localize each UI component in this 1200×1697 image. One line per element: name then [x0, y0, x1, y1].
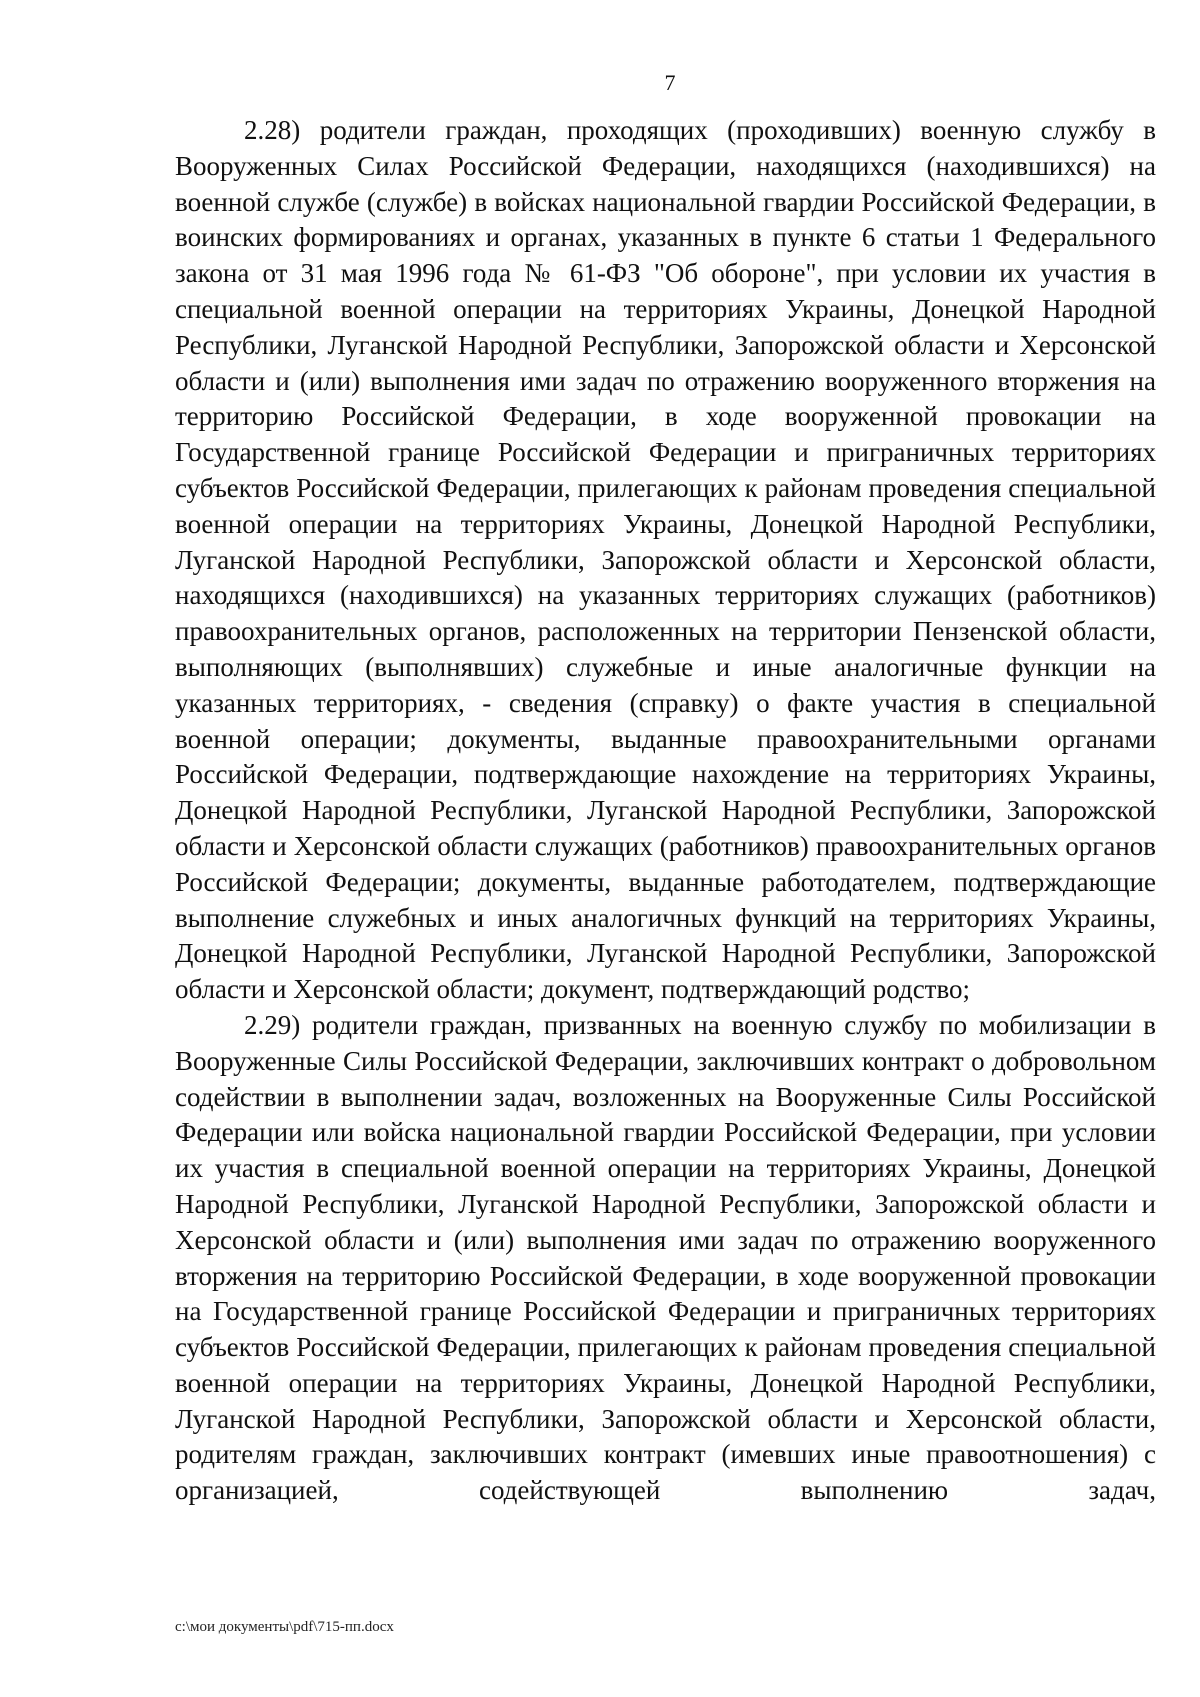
paragraph-2-29: 2.29) родители граждан, призванных на военную службу по мобилизации в Вооруженные Силы Российской Федерации, заключивших контракт о добровольном содействии в выполнении задач, возложенных на Вооруженные Силы Российской Федерации или войска национальной гвардии Российской Федерации, при условии их участия в специальной военной операции на территориях Украины, Донецкой Народной Республики, Луганской Народной Республики, Запорожской области и Херсонской области и (или) выполнения ими задач по отражению вооруженного вторжения на территорию Российской Федерации, в ходе вооруженной провокации на Государственной границе Российской Федерации и приграничных территориях субъектов Российской Федерации, прилегающих к районам проведения специальной военной операции на территориях Украины, Донецкой Народной Республики, Луганской Народной Республики, Запорожской области и Херсонской области, родителям граждан, заключивших контракт (имевших иные правоотношения) с организацией, содействующей выполнению задач, [175, 1009, 1156, 1506]
paragraph-2-28: 2.28) родители граждан, проходящих (проходивших) военную службу в Вооруженных Силах Российской Федерации, находящихся (находившихся) на военной службе (службе) в войсках национальной гвардии Российской Федерации, в воинских формированиях и органах, указанных в пункте 6 статьи 1 Федерального закона от 31 мая 1996 года № 61-ФЗ "Об обороне", при условии их участия в специальной военной операции на территориях Украины, Донецкой Народной Республики, Луганской Народной Республики, Запорожской области и Херсонской области и (или) выполнения ими задач по отражению вооруженного вторжения на территорию Российской Федерации, в ходе вооруженной провокации на Государственной границе Российской Федерации и приграничных территориях субъектов Российской Федерации, прилегающих к районам проведения специальной военной операции на территориях Украины, Донецкой Народной Республики, Луганской Народной Республики, Запорожской области и Херсонской области, находящихся (находившихся) на указанных территориях служащих (работников) правоохранительных органов, расположенных на территории Пензенской области, выполняющих (выполнявших) служебные и иные аналогичные функции на указанных территориях, - сведения (справку) о факте участия в специальной военной операции; документы, выданные правоохранительными органами Российской Федерации, подтверждающие нахождение на территориях Украины, Донецкой Народной Республики, Луганской Народной Республики, Запорожской области и Херсонской области служащих (работников) правоохранительных органов Российской Федерации; документы, выданные работодателем, подтверждающие выполнение служебных и иных аналогичных функций на территориях Украины, Донецкой Народной Республики, Луганской Народной Республики, Запорожской области и Херсонской области; документ, подтверждающий родство; [175, 115, 1156, 1005]
footer-file-path: c:\мои документы\pdf\715-пп.docx [175, 1619, 394, 1635]
document-body [175, 113, 1156, 1509]
page-number: 7 [664, 70, 676, 95]
